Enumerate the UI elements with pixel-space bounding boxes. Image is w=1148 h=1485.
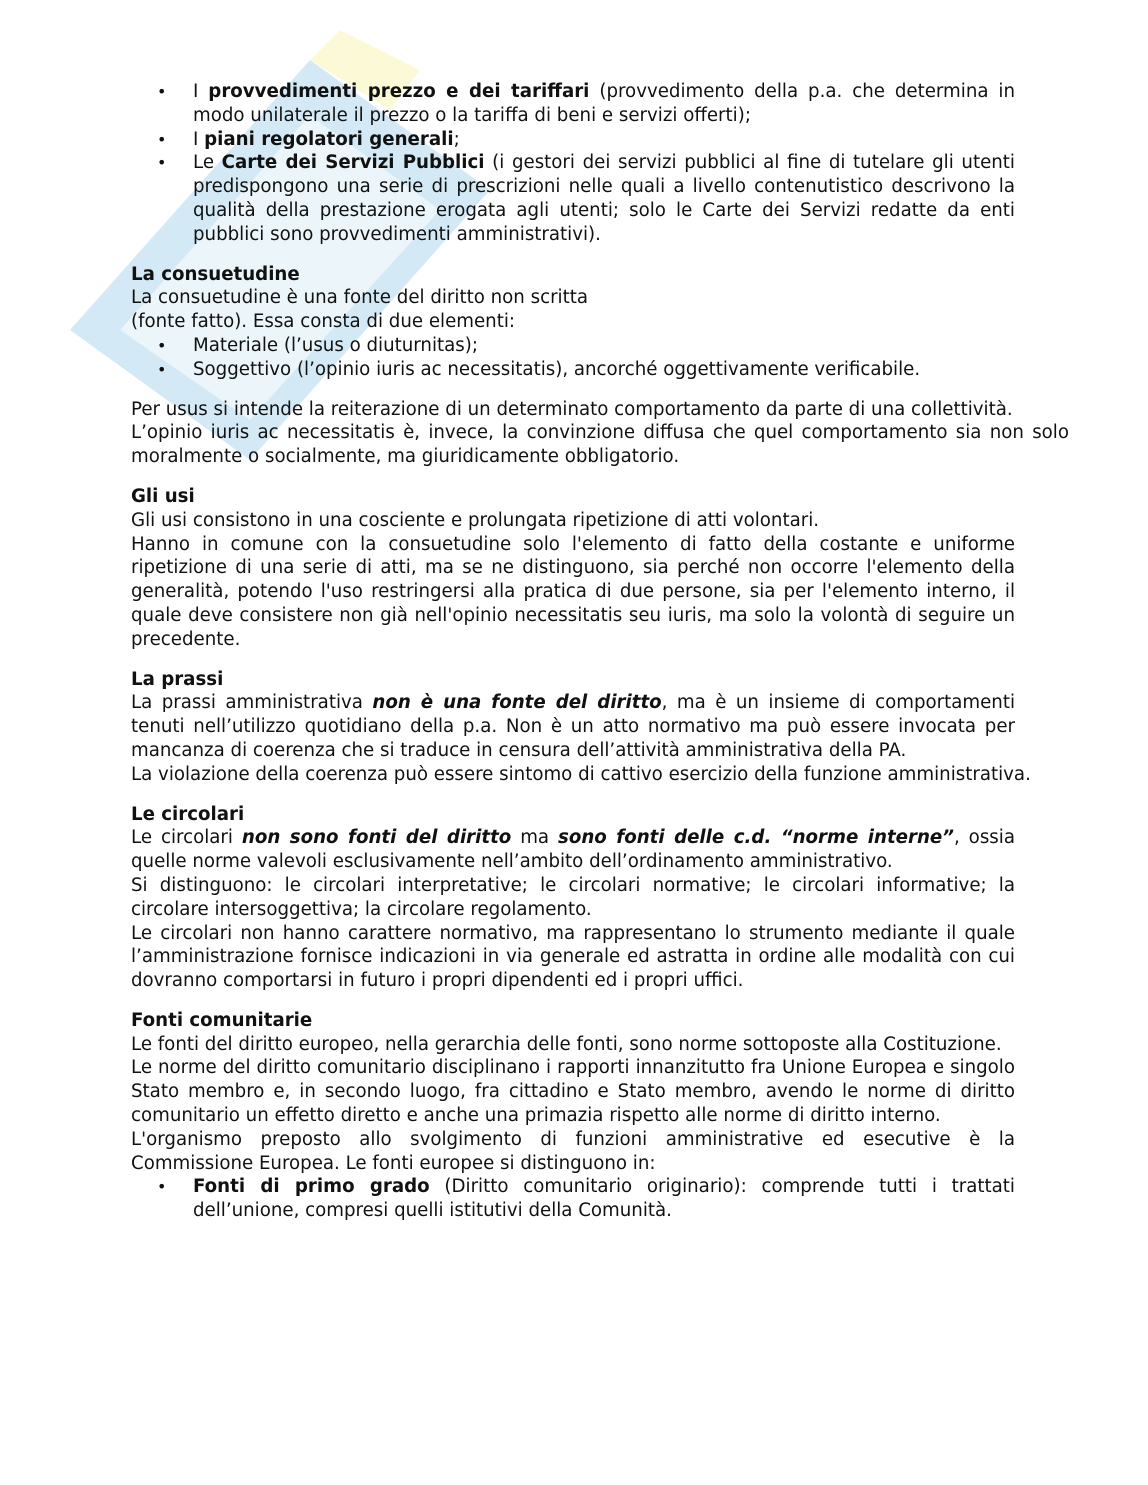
paragraph: [131, 691, 1015, 762]
item-text: Soggettivo (l’opinio iuris ac necessitatis), ancorché oggettivamente verificabile.: [193, 358, 921, 380]
document-page: [131, 80, 1069, 1223]
paragraph: L'organismo preposto allo svolgimento di funzioni amministrative ed esecutive è la Commissione Europea. Le fonti europee si distinguono in:: [131, 1128, 1015, 1174]
item-text: (Diritto comunitario originario): comprende tutti i trattati dell’unione, compresi quelli istitutivi della Comunità.: [193, 1176, 1015, 1222]
bullet-icon: •: [157, 359, 167, 379]
list-item: [131, 1175, 1015, 1223]
sources-list: [131, 1175, 1069, 1223]
paragraph: La consuetudine è una fonte del diritto non scritta: [131, 287, 589, 309]
item-text: ;: [453, 128, 460, 150]
text-run: La prassi amministrativa: [131, 692, 373, 714]
item-bold: Fonti di primo grado: [193, 1176, 430, 1198]
paragraph: [131, 826, 1015, 874]
list-item: [131, 358, 1069, 382]
item-text: Materiale (l’usus o diuturnitas);: [193, 334, 478, 356]
section-heading: La consuetudine: [131, 263, 300, 285]
bullet-icon: •: [157, 82, 167, 101]
paragraph: Gli usi consistono in una cosciente e prolungata ripetizione di atti volontari.: [131, 509, 820, 531]
paragraph: Le norme del diritto comunitario disciplinano i rapporti innanzitutto fra Unione Europea e singolo Stato membro e, in secondo luogo, fra cittadino e Stato membro, avendo le norme di diritto comunitario un effetto diretto e anche una primazia rispetto alle norme di diritto interno.: [131, 1057, 1015, 1127]
usi-section: [131, 485, 1069, 652]
circolari-section: [131, 803, 1069, 993]
emphasis-text: non sono fonti del diritto: [241, 827, 512, 849]
text-run: , ma è un insieme di comportamenti tenuti nell’utilizzo quotidiano della p.a. Non è un atto normativo ma può essere invocata per mancanza di coerenza che si traduce in censura dell’attività amministrativa della PA.: [131, 692, 1016, 761]
paragraph: Per usus si intende la reiterazione di un determinato comportamento da parte di una collettività.: [131, 398, 1013, 420]
paragraph: La violazione della coerenza può essere sintomo di cattivo esercizio della funzione amministrativa.: [131, 763, 1031, 785]
item-bold: provvedimenti prezzo e dei tariffari: [208, 81, 590, 102]
paragraph: Hanno in comune con la consuetudine solo l'elemento di fatto della costante e uniforme ripetizione di una serie di atti, ma se ne distinguono, sia perché non occorre l'elemento della generalità, potendo l'uso restringersi alla pratica di due persone, sia per l'elemento interno, il quale deve consistere non già nell'opinio necessitatis seu iuris, ma solo la volontà di seguire un precedente.: [131, 533, 1015, 650]
elements-list: [131, 334, 1069, 382]
item-text: (provvedimento della p.a. che determina in modo unilaterale il prezzo o la tariffa di beni e servizi offerti);: [193, 81, 1015, 126]
bullet-icon: •: [157, 1177, 167, 1197]
text-run: ma: [511, 827, 559, 849]
item-text: (i gestori dei servizi pubblici al fine di tutelare gli utenti predispongono una serie di prescrizioni nelle quali a livello contenutistico descrivono la qualità della prestazione erogata agli utenti; solo le Carte dei Servizi redatte da enti pubblici sono provvedimenti amministrativi).: [193, 152, 1015, 245]
item-bold: Carte dei Servizi Pubblici: [221, 152, 485, 174]
item-prefix: I: [193, 128, 205, 150]
bullet-icon: •: [157, 335, 167, 355]
section-heading: Le circolari: [131, 803, 245, 825]
bullet-icon: •: [157, 153, 167, 173]
item-bold: piani regolatori generali: [204, 128, 454, 150]
emphasis-text: sono fonti delle c.d. “norme interne”: [558, 827, 954, 849]
item-prefix: I: [193, 81, 209, 102]
intro-list: [131, 80, 1069, 247]
comunitarie-section: [131, 1009, 1069, 1223]
consuetudine-section: [131, 263, 1069, 469]
paragraph: Si distinguono: le circolari interpretative; le circolari normative; le circolari informative; la circolare intersoggettiva; la circolare regolamento.: [131, 874, 1015, 920]
text-run: , ossia quelle norme valevoli esclusivamente nell’ambito dell’ordinamento amministrativo.: [131, 827, 1015, 873]
paragraph: (fonte fatto). Essa consta di due elementi:: [131, 311, 516, 333]
paragraph: L’opinio iuris ac necessitatis è, invece, la convinzione diffusa che quel comportamento sia non solo moralmente o socialmente, ma giuridicamente obbligatorio.: [131, 422, 1069, 468]
paragraph: Le circolari non hanno carattere normativo, ma rappresentano lo strumento mediante il quale l’amministrazione fornisce indicazioni in via generale ed astratta in ordine alle modalità con cui dovranno comportarsi in futuro i propri dipendenti ed i propri uffici.: [131, 922, 1015, 992]
intro-section: [131, 80, 1069, 247]
list-item: [131, 128, 1015, 152]
item-prefix: Le: [193, 152, 222, 174]
list-item: [131, 334, 1069, 358]
text-run: Le circolari: [131, 827, 242, 849]
list-item: [131, 80, 1015, 128]
prassi-section: [131, 668, 1069, 787]
bullet-icon: •: [157, 129, 167, 149]
section-heading: Gli usi: [131, 485, 195, 507]
paragraph: Le fonti del diritto europeo, nella gerarchia delle fonti, sono norme sottoposte alla Costituzione.: [131, 1033, 1002, 1055]
emphasis-text: non è una fonte del diritto: [372, 692, 662, 714]
list-item: [131, 151, 1015, 246]
section-heading: Fonti comunitarie: [131, 1009, 313, 1031]
section-heading: La prassi: [131, 668, 224, 690]
